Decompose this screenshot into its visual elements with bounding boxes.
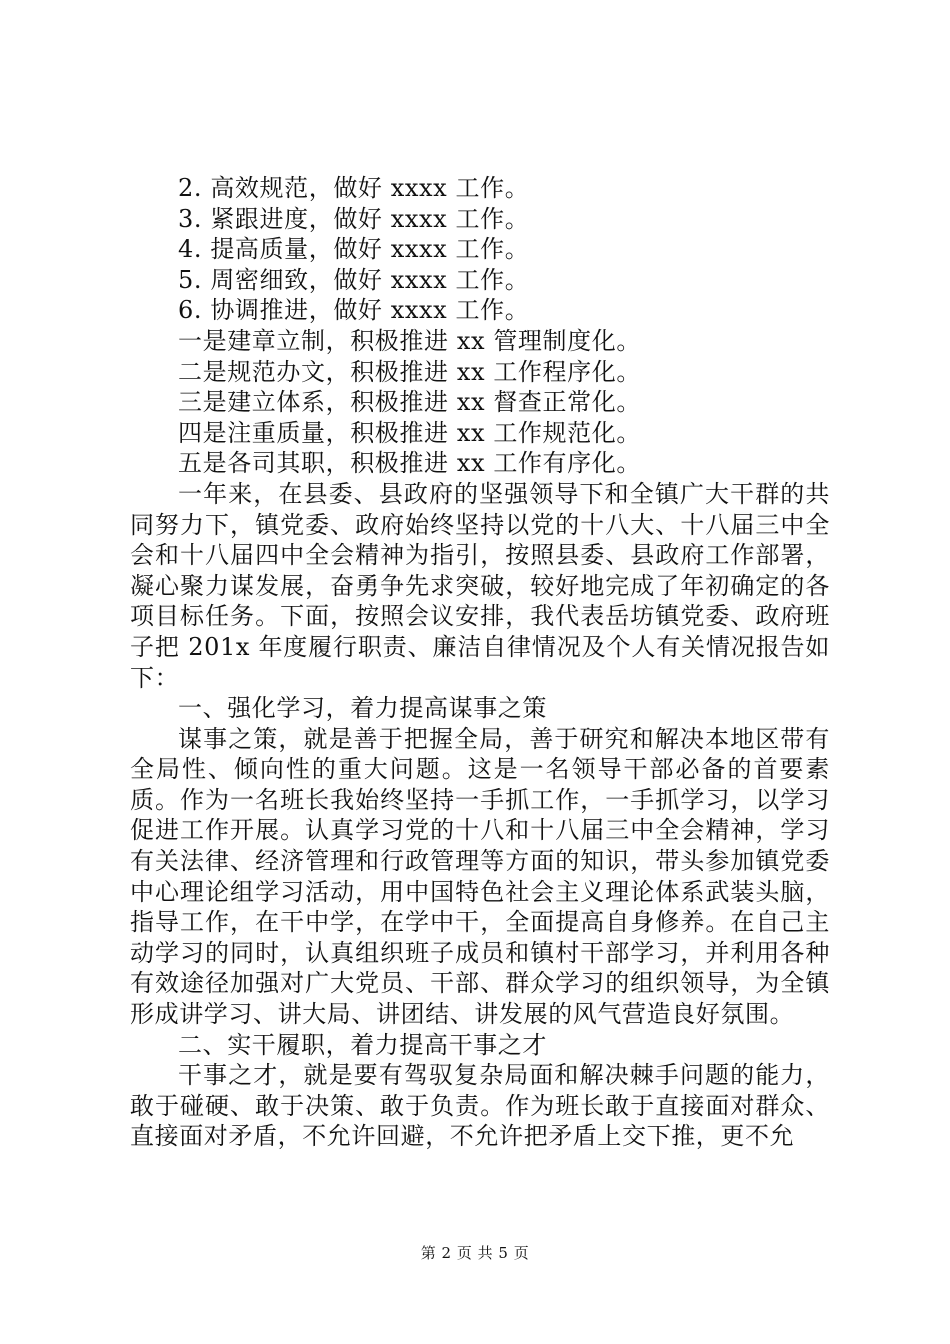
list-item: 4. 提高质量，做好 xxxx 工作。 bbox=[178, 235, 530, 264]
list-item: 三是建立体系，积极推进 xx 督查正常化。 bbox=[178, 388, 641, 417]
list-item: 四是注重质量，积极推进 xx 工作规范化。 bbox=[178, 418, 641, 447]
list-item: 5. 周密细致，做好 xxxx 工作。 bbox=[178, 265, 530, 294]
section-paragraph-1: 谋事之策，就是善于把握全局，善于研究和解决本地区带有全局性、倾向性的重大问题。这是一名领导干部必备的首要素质。作为一名班长我始终坚持一手抓工作，一手抓学习，以学习促进工作开展。认真学习党的十八和十八届三中全会精神，学习有关法律、经济管理和行政管理等方面的知识，带头参加镇党委中心理论组学习活动，用中国特色社会主义理论体系武装头脑，指导工作，在干中学，在学中干，全面提高自身修养。在自己主动学习的同时，认真组织班子成员和镇村干部学习，并利用各种有效途径加强对广大党员、干部、群众学习的组织领导，为全镇形成讲学习、讲大局、讲团结、讲发展的风气营造良好氛围。 bbox=[130, 724, 830, 1029]
list-item: 一是建章立制，积极推进 xx 管理制度化。 bbox=[178, 326, 641, 355]
list-item: 3. 紧跟进度，做好 xxxx 工作。 bbox=[178, 204, 530, 233]
list-item: 五是各司其职，积极推进 xx 工作有序化。 bbox=[178, 449, 641, 478]
page-number: 第 2 页 共 5 页 bbox=[420, 1244, 530, 1262]
page-footer bbox=[0, 1242, 950, 1263]
list-item: 2. 高效规范，做好 xxxx 工作。 bbox=[178, 174, 530, 202]
section-paragraph-2: 干事之才，就是要有驾驭复杂局面和解决棘手问题的能力，敢于碰硬、敢于决策、敢于负责。作为班长敢于直接面对群众、直接面对矛盾，不允许回避，不允许把矛盾上交下推，更不允 bbox=[130, 1061, 830, 1151]
section-heading-1: 一、强化学习，着力提高谋事之策 bbox=[178, 694, 547, 723]
list-item: 6. 协调推进，做好 xxxx 工作。 bbox=[178, 296, 530, 325]
document-body bbox=[130, 173, 830, 1152]
list-item: 二是规范办文，积极推进 xx 工作程序化。 bbox=[178, 357, 641, 386]
intro-paragraph: 一年来，在县委、县政府的坚强领导下和全镇广大干群的共同努力下，镇党委、政府始终坚持以党的十八大、十八届三中全会和十八届四中全会精神为指引，按照县委、县政府工作部署，凝心聚力谋发展，奋勇争先求突破，较好地完成了年初确定的各项目标任务。下面，按照会议安排，我代表岳坊镇党委、政府班子把 201x 年度履行职责、廉洁自律情况及个人有关情况报告如下： bbox=[130, 479, 830, 692]
section-heading-2: 二、实干履职，着力提高干事之才 bbox=[178, 1030, 547, 1059]
